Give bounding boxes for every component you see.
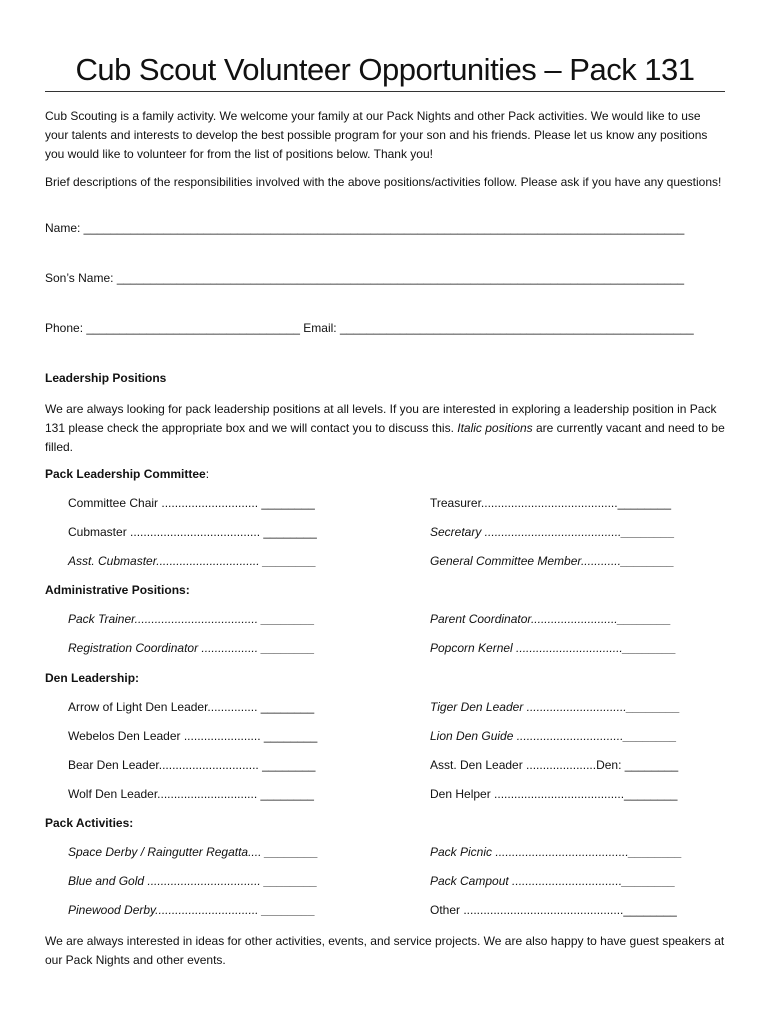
lion-den-guide-item[interactable]: Lion Den Guide ................................________ [430,729,677,743]
pinewood-derby-item[interactable]: Pinewood Derby............................... ________ [68,903,316,917]
webelos-den-leader-item[interactable]: Webelos Den Leader ....................... ________ [68,729,318,743]
page-title: Cub Scout Volunteer Opportunities – Pack 131 [75,52,695,87]
parent-coordinator-item[interactable]: Parent Coordinator..........................________ [430,612,672,626]
committee-heading-colon: : [205,467,210,481]
intro-paragraph: Cub Scouting is a family activity. We welcome your family at our Pack Nights and other Pack activities. We would like to use your talents and interests to develop the best possible program for your son and his friends. Please let us know any positions you would like to volunteer for from the list of positions below. Thank you! [45,109,708,161]
committee-chair-item[interactable]: Committee Chair ............................. ________ [68,496,315,510]
committee-heading [45,467,209,481]
leadership-paragraph [45,400,725,457]
wolf-den-leader-item[interactable]: Wolf Den Leader.............................. ________ [68,787,314,801]
committee-heading-label: Pack Leadership Committee [45,467,206,481]
son-name-field[interactable]: Son’s Name: _____________________________________________________________________________________ [45,271,685,285]
leadership-text-italic: Italic positions [457,421,533,435]
blue-and-gold-item[interactable]: Blue and Gold .................................. ________ [68,874,318,888]
leadership-text-after: are currently vacant and need to be filled. [45,421,725,454]
title-underline [45,91,725,92]
activities-heading: Pack Activities: [45,816,134,830]
registration-coordinator-item[interactable]: Registration Coordinator ................. ________ [68,641,315,655]
asst-den-leader-item[interactable]: Asst. Den Leader .....................Den: ________ [430,758,679,772]
footer-paragraph: We are always interested in ideas for other activities, events, and service projects. We are also happy to have guest speakers at our Pack Nights and other events. [45,934,725,967]
arrow-of-light-item[interactable]: Arrow of Light Den Leader............... ________ [68,700,315,714]
leadership-text-before: We are always looking for pack leadership positions at all levels. If you are interested in exploring a leadership position in Pack 131 please check the appropriate box and we will contact you to discuss this. [45,402,717,435]
tiger-den-leader-item[interactable]: Tiger Den Leader ..............................________ [430,700,681,714]
popcorn-kernel-item[interactable]: Popcorn Kernel ................................________ [430,641,677,655]
pack-trainer-item[interactable]: Pack Trainer..................................... ________ [68,612,315,626]
cubmaster-item[interactable]: Cubmaster ....................................... ________ [68,525,317,539]
pack-picnic-item[interactable]: Pack Picnic ........................................________ [430,845,683,859]
den-helper-item[interactable]: Den Helper .......................................________ [430,787,678,801]
document-header [45,50,725,192]
other-item[interactable]: Other ................................................________ [430,903,677,917]
secretary-item[interactable]: Secretary .........................................________ [430,525,675,539]
phone-email-field[interactable]: Phone: ________________________________ Email: _____________________________________________________ [45,321,694,335]
asst-cubmaster-item[interactable]: Asst. Cubmaster............................... ________ [68,554,317,568]
pack-campout-item[interactable]: Pack Campout .................................________ [430,874,676,888]
admin-heading: Administrative Positions: [45,583,190,597]
descriptions-paragraph: Brief descriptions of the responsibilities involved with the above positions/activities follow. Please ask if you have any questions! [45,175,722,189]
den-heading: Den Leadership: [45,671,140,685]
leadership-heading: Leadership Positions [45,371,167,385]
general-committee-member-item[interactable]: General Committee Member............________ [430,554,675,568]
name-field[interactable]: Name: __________________________________________________________________________________________ [45,221,685,235]
bear-den-leader-item[interactable]: Bear Den Leader.............................. ________ [68,758,316,772]
treasurer-item[interactable]: Treasurer.........................................________ [430,496,671,510]
space-derby-item[interactable]: Space Derby / Raingutter Regatta.... ________ [68,845,319,859]
